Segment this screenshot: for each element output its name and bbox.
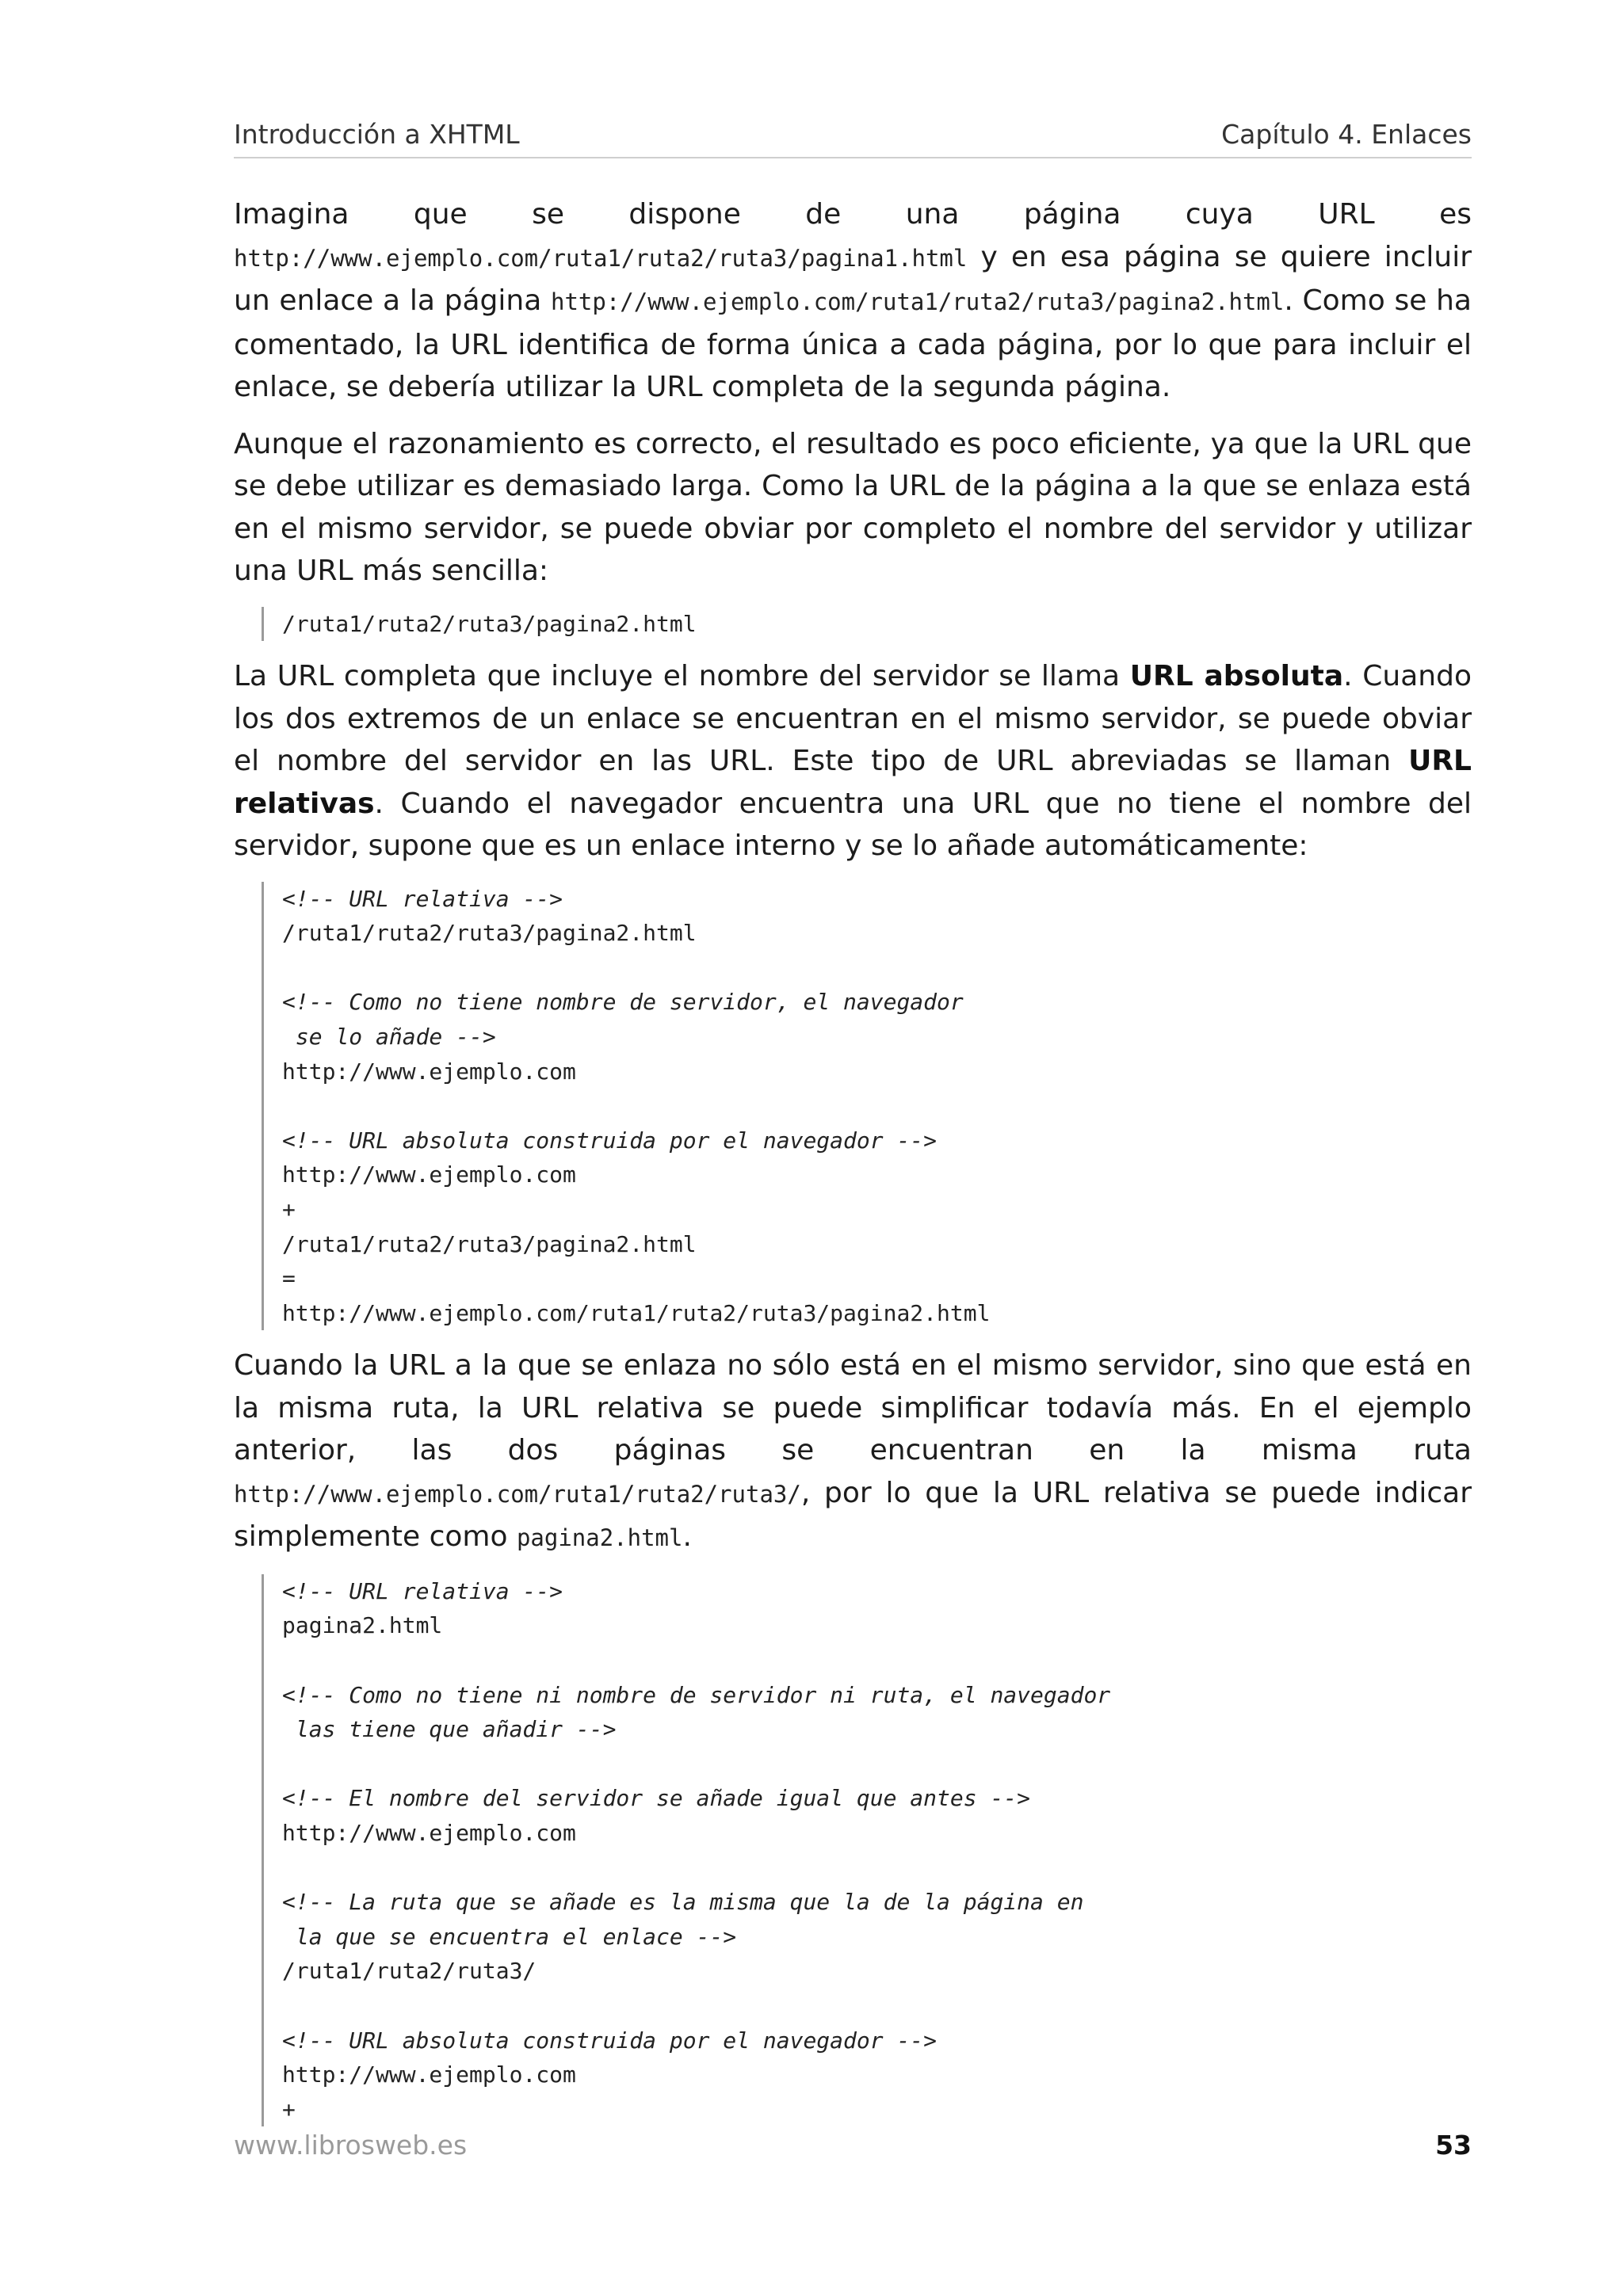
- code-line: /ruta1/ruta2/ruta3/pagina2.html: [282, 920, 697, 947]
- chapter-title: Capítulo 4. Enlaces: [1221, 119, 1472, 150]
- code-line: /ruta1/ruta2/ruta3/pagina2.html: [282, 1230, 697, 1257]
- url-pagina2: http://www.ejemplo.com/ruta1/ruta2/ruta3/pagina2.html: [550, 288, 1285, 315]
- code-comment: la que se encuentra el enlace -->: [282, 1923, 737, 1950]
- code-block-1: [262, 607, 1472, 642]
- paragraph-1-text-b: y en esa página se quiere incluir un enlace a la página: [234, 240, 1472, 317]
- code-comment: se lo añade -->: [282, 1023, 496, 1050]
- term-url-relativas: URL relativas: [234, 745, 1472, 820]
- code-blank-line: [282, 1851, 1472, 1886]
- paragraph-4: [234, 1344, 1472, 1560]
- code-comment: <!-- URL absoluta construida por el navegador -->: [282, 1127, 938, 1154]
- code-line: /ruta1/ruta2/ruta3/: [282, 1958, 537, 1985]
- code-line: http://www.ejemplo.com: [282, 2061, 576, 2088]
- code-comment: las tiene que añadir -->: [282, 1716, 617, 1743]
- code-blank-line: [282, 1747, 1472, 1782]
- page-header: [234, 117, 1472, 158]
- code-comment: <!-- URL relativa -->: [282, 1577, 563, 1604]
- page-content: [234, 193, 1472, 2141]
- url-ruta3: http://www.ejemplo.com/ruta1/ruta2/ruta3/: [234, 1480, 801, 1508]
- paragraph-2: Aunque el razonamiento es correcto, el resultado es poco eficiente, ya que la URL que se debe utilizar es demasiado larga. Como la URL de la página a la que se enlaza está en el mismo servidor, se puede obviar por completo el nombre del servidor y utilizar una URL más sencilla:: [234, 427, 1472, 587]
- paragraph-4-text-c: .: [682, 1520, 692, 1554]
- code-blank-line: [282, 1089, 1472, 1123]
- paragraph-4-text-a: Cuando la URL a la que se enlaza no sólo está en el mismo servidor, sino que está en la misma ruta, la URL relativa se puede simplificar todavía más. En el ejemplo anterior, las dos páginas se encuentran en la misma ruta: [234, 1349, 1472, 1467]
- code-block-3: [262, 1574, 1472, 2127]
- paragraph-4-text-b: , por lo que la URL relativa se puede indicar simplemente como: [234, 1476, 1472, 1554]
- code-line: +: [282, 1196, 296, 1222]
- paragraph-3-text-c: . Cuando el navegador encuentra una URL que no tiene el nombre del servidor, supone que es un enlace interno y se lo añade automáticamente:: [234, 787, 1472, 863]
- page-number: 53: [1435, 2130, 1472, 2161]
- code-line: http://www.ejemplo.com: [282, 1161, 576, 1188]
- url-pagina1: http://www.ejemplo.com/ruta1/ruta2/ruta3/pagina1.html: [234, 244, 968, 272]
- code-block-2: [262, 882, 1472, 1331]
- paragraph-3-text-a: La URL completa que incluye el nombre del servidor se llama: [234, 660, 1130, 693]
- paragraph-1-text-a: Imagina que se dispone de una página cuya URL es: [234, 198, 1472, 231]
- paragraph-3: [234, 655, 1472, 868]
- code-comment: <!-- URL absoluta construida por el navegador -->: [282, 2027, 938, 2054]
- site-url: www.librosweb.es: [234, 2130, 468, 2161]
- code-line: http://www.ejemplo.com/ruta1/ruta2/ruta3/pagina2.html: [282, 1299, 991, 1326]
- code-comment: <!-- URL relativa -->: [282, 885, 563, 912]
- code-comment: <!-- La ruta que se añade es la misma que la de la página en: [282, 1889, 1084, 1916]
- code-blank-line: [282, 951, 1472, 986]
- code-line: pagina2.html: [282, 1612, 443, 1639]
- page-footer: [234, 2130, 1472, 2169]
- code-comment: <!-- Como no tiene nombre de servidor, el navegador: [282, 989, 964, 1016]
- code-line: http://www.ejemplo.com: [282, 1058, 576, 1085]
- paragraph-1-text-c: . Como se ha comentado, la URL identifica de forma única a cada página, por lo que para incluir el enlace, se debería utilizar la URL completa de la segunda página.: [234, 284, 1472, 403]
- term-url-absoluta: URL absoluta: [1129, 660, 1344, 693]
- code-comment: <!-- El nombre del servidor se añade igual que antes -->: [282, 1785, 1031, 1812]
- code-line: /ruta1/ruta2/ruta3/pagina2.html: [282, 610, 697, 637]
- code-line: http://www.ejemplo.com: [282, 1819, 576, 1846]
- code-comment: <!-- Como no tiene ni nombre de servidor ni ruta, el navegador: [282, 1681, 1111, 1708]
- code-blank-line: [282, 1643, 1472, 1678]
- book-title: Introducción a XHTML: [234, 119, 520, 150]
- code-line: =: [282, 1265, 296, 1292]
- code-line: +: [282, 2096, 296, 2122]
- paragraph-3-text-b: . Cuando los dos extremos de un enlace se encuentran en el mismo servidor, se puede obviar el nombre del servidor en las URL. Este tipo de URL abreviadas se llaman: [234, 660, 1472, 778]
- paragraph-1: [234, 193, 1472, 409]
- url-relative-pagina2: pagina2.html: [516, 1524, 683, 1552]
- code-blank-line: [282, 1989, 1472, 2023]
